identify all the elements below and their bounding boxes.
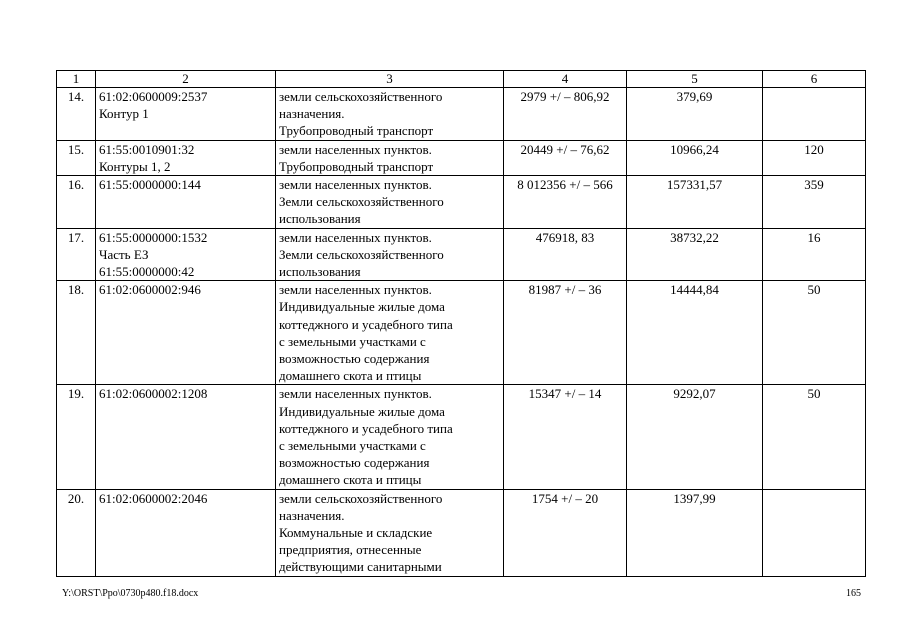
category-line: Трубопроводный транспорт xyxy=(279,123,434,139)
land-category-cell xyxy=(276,88,504,141)
category-line: возможностью содержания xyxy=(279,455,430,471)
category-line: земли населенных пунктов. xyxy=(279,177,432,193)
category-line: Трубопроводный транспорт xyxy=(279,158,434,174)
value-cell: 10966,24 xyxy=(627,140,763,175)
area-value: 81987 +/ – 36 xyxy=(528,282,602,298)
land-plots-table xyxy=(56,70,866,577)
row-number: 20. xyxy=(57,489,96,576)
cadastral-line: 61:02:0600002:2046 xyxy=(99,490,208,506)
cadastral-line: Контур 1 xyxy=(99,106,149,122)
area-cell xyxy=(504,88,627,141)
category-line: использования xyxy=(279,211,361,227)
cadastral-line: 61:55:0000000:1532 xyxy=(99,229,208,245)
category-line: назначения. xyxy=(279,507,345,523)
cadastral-line: 61:02:0600002:1208 xyxy=(99,386,208,402)
column-6-cell xyxy=(763,489,866,576)
cadastral-line: Контуры 1, 2 xyxy=(99,158,171,174)
area-value: 15347 +/ – 14 xyxy=(528,386,602,402)
category-line: коттеджного и усадебного типа xyxy=(279,420,453,436)
value-cell: 9292,07 xyxy=(627,385,763,489)
header-cell-1: 1 xyxy=(57,71,96,88)
value-cell: 1397,99 xyxy=(627,489,763,576)
category-line: Индивидуальные жилые дома xyxy=(279,299,445,315)
category-line: предприятия, отнесенные xyxy=(279,542,422,558)
category-line: домашнего скота и птицы xyxy=(279,368,422,384)
footer-page-number: 165 xyxy=(846,588,861,599)
area-cell xyxy=(504,228,627,281)
cadastral-line: 61:55:0000000:42 xyxy=(99,264,195,280)
cadastral-line: 61:55:0010901:32 xyxy=(99,141,195,157)
area-cell xyxy=(504,489,627,576)
column-6-cell: 50 xyxy=(763,385,866,489)
table-row xyxy=(57,176,866,229)
category-line: домашнего скота и птицы xyxy=(279,472,422,488)
table-row xyxy=(57,489,866,576)
row-number: 18. xyxy=(57,281,96,385)
column-6-cell: 50 xyxy=(763,281,866,385)
cadastral-number-cell xyxy=(96,176,276,229)
header-cell-4: 4 xyxy=(504,71,627,88)
land-category-cell xyxy=(276,385,504,489)
category-line: действующими санитарными xyxy=(279,559,442,575)
row-number: 14. xyxy=(57,88,96,141)
land-category-cell xyxy=(276,176,504,229)
area-value: 20449 +/ – 76,62 xyxy=(520,141,610,157)
value-cell: 14444,84 xyxy=(627,281,763,385)
cadastral-number-cell xyxy=(96,88,276,141)
column-6-cell xyxy=(763,88,866,141)
header-cell-3: 3 xyxy=(276,71,504,88)
table-row xyxy=(57,140,866,175)
header-cell-2: 2 xyxy=(96,71,276,88)
table-row xyxy=(57,88,866,141)
category-line: использования xyxy=(279,264,361,280)
row-number: 19. xyxy=(57,385,96,489)
table-row xyxy=(57,228,866,281)
area-value: 1754 +/ – 20 xyxy=(531,490,599,506)
cadastral-line: Часть ЕЗ xyxy=(99,246,149,262)
category-line: назначения. xyxy=(279,106,345,122)
table-row xyxy=(57,385,866,489)
category-line: Коммунальные и складские xyxy=(279,525,433,541)
category-line: земли сельскохозяйственного xyxy=(279,89,443,104)
header-cell-6: 6 xyxy=(763,71,866,88)
area-value: 476918, 83 xyxy=(535,229,595,245)
category-line: Индивидуальные жилые дома xyxy=(279,403,445,419)
cadastral-line: 61:02:0600009:2537 xyxy=(99,89,208,104)
category-line: с земельными участками с xyxy=(279,333,426,349)
footer-file-path: Y:\ORST\Ppo\0730p480.f18.docx xyxy=(62,588,199,599)
cadastral-number-cell xyxy=(96,228,276,281)
category-line: Земли сельскохозяйственного xyxy=(279,194,444,210)
cadastral-line: 61:55:0000000:144 xyxy=(99,177,201,193)
category-line: земли сельскохозяйственного xyxy=(279,490,443,506)
land-category-cell xyxy=(276,281,504,385)
category-line: земли населенных пунктов. xyxy=(279,386,432,402)
header-cell-5: 5 xyxy=(627,71,763,88)
category-line: земли населенных пунктов. xyxy=(279,282,432,298)
category-line: земли населенных пунктов. xyxy=(279,141,432,157)
table-header-row xyxy=(57,71,866,88)
cadastral-number-cell xyxy=(96,385,276,489)
land-category-cell xyxy=(276,228,504,281)
area-cell xyxy=(504,140,627,175)
category-line: с земельными участками с xyxy=(279,438,426,454)
area-cell xyxy=(504,176,627,229)
land-category-cell xyxy=(276,489,504,576)
area-value: 2979 +/ – 806,92 xyxy=(520,89,610,104)
cadastral-number-cell xyxy=(96,489,276,576)
cadastral-number-cell xyxy=(96,140,276,175)
row-number: 16. xyxy=(57,176,96,229)
value-cell: 157331,57 xyxy=(627,176,763,229)
area-cell xyxy=(504,385,627,489)
cadastral-number-cell xyxy=(96,281,276,385)
column-6-cell: 359 xyxy=(763,176,866,229)
value-cell: 379,69 xyxy=(627,88,763,141)
column-6-cell: 16 xyxy=(763,228,866,281)
area-value: 8 012356 +/ – 566 xyxy=(517,177,613,193)
value-cell: 38732,22 xyxy=(627,228,763,281)
table-row xyxy=(57,281,866,385)
cadastral-line: 61:02:0600002:946 xyxy=(99,282,201,298)
category-line: коттеджного и усадебного типа xyxy=(279,316,453,332)
row-number: 17. xyxy=(57,228,96,281)
category-line: возможностью содержания xyxy=(279,351,430,367)
row-number: 15. xyxy=(57,140,96,175)
category-line: земли населенных пунктов. xyxy=(279,229,432,245)
category-line: Земли сельскохозяйственного xyxy=(279,246,444,262)
column-6-cell: 120 xyxy=(763,140,866,175)
land-category-cell xyxy=(276,140,504,175)
area-cell xyxy=(504,281,627,385)
